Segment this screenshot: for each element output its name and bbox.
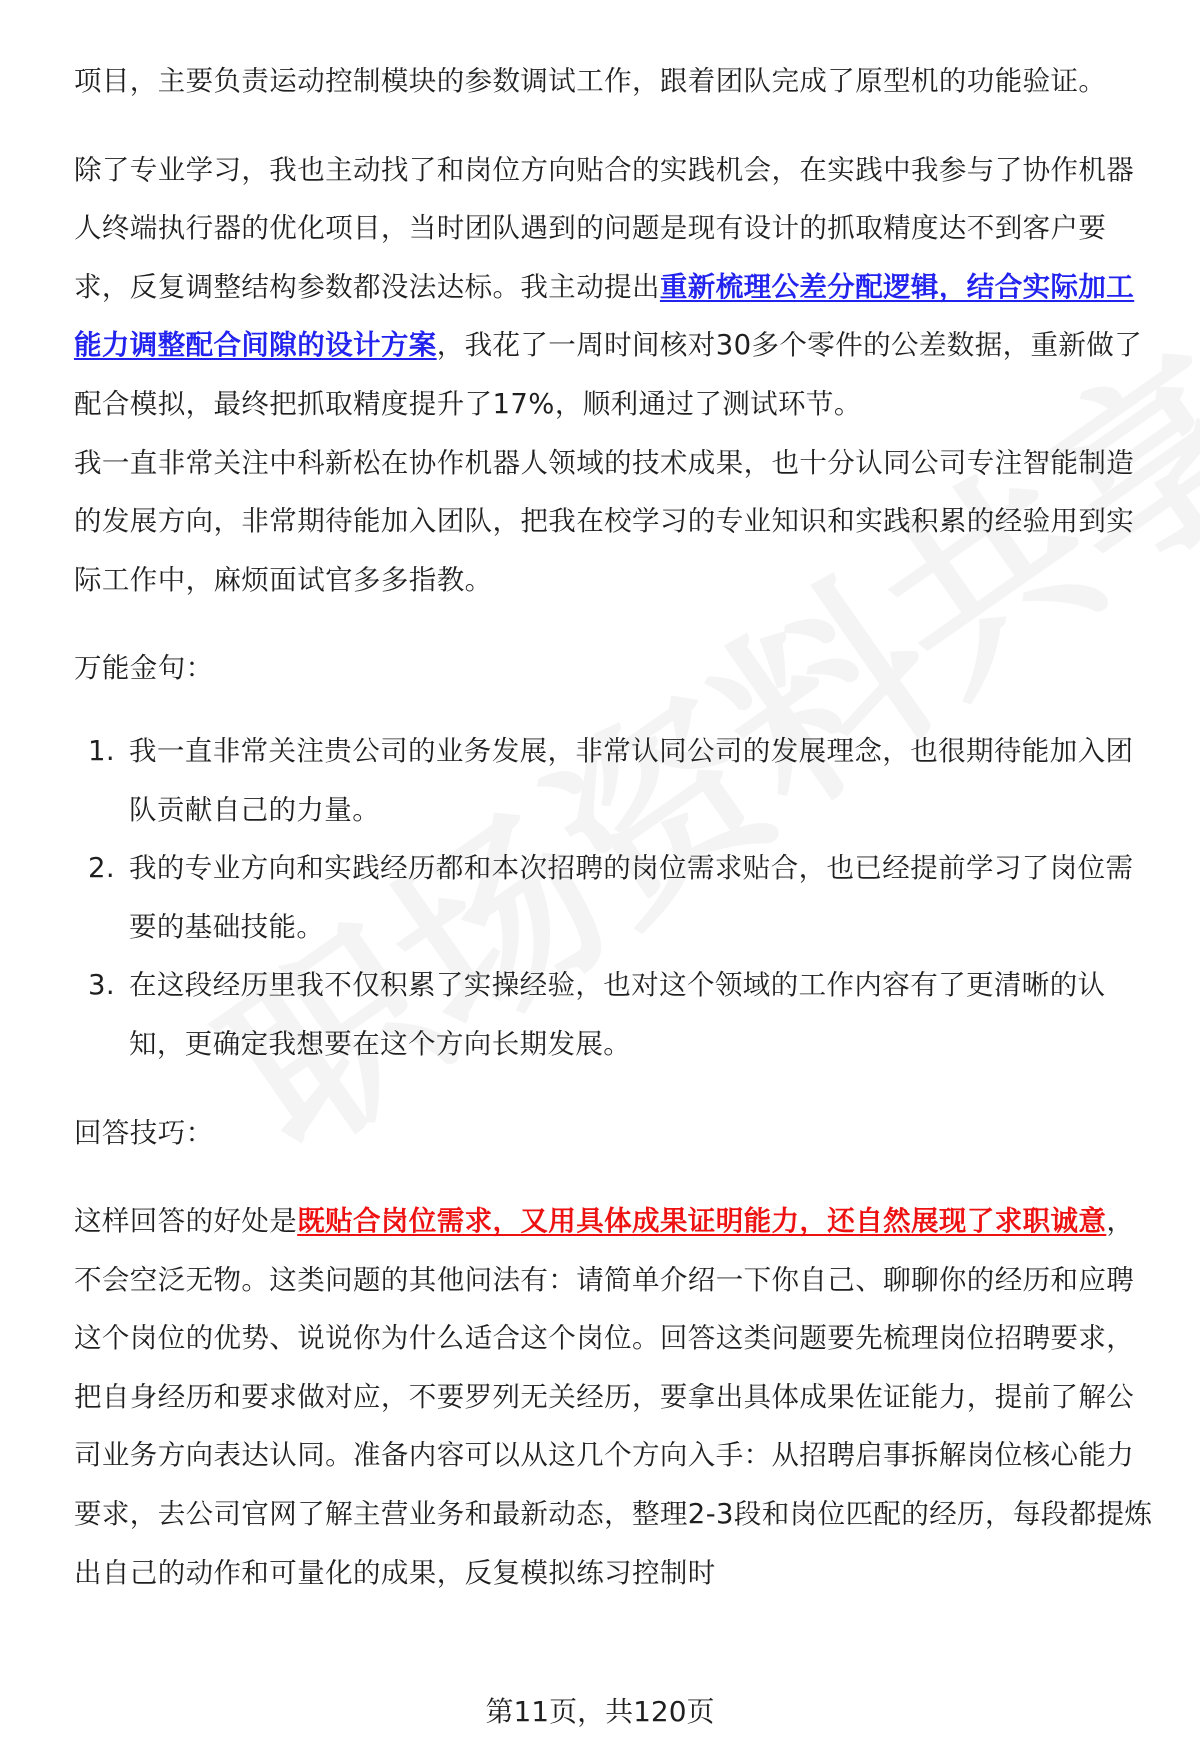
list-text: 在这段经历里我不仅积累了实操经验，也对这个领域的工作内容有了更清晰的认知，更确定我想要在这个方向长期发展。 — [129, 969, 1106, 1060]
list-item — [74, 839, 1154, 956]
tips-text-before: 这样回答的好处是 — [74, 1205, 298, 1238]
practice-text-after: ，我花了一周时间核对30多个零件的公差数据，重新做了配合模拟，最终把抓取精度提升了17%，顺利通过了测试环节。 — [74, 329, 1143, 420]
list-item — [74, 956, 1154, 1073]
golden-sentences-list — [74, 722, 1154, 1074]
paragraph-tips — [74, 1192, 1154, 1602]
list-number: 2. — [88, 852, 116, 885]
page-number: 第11页，共120页 — [485, 1695, 715, 1728]
tips-highlight: 既贴合岗位需求，又用具体成果证明能力，还自然展现了求职诚意 — [297, 1205, 1107, 1238]
tips-text-after: ，不会空泛无物。这类问题的其他问法有：请简单介绍一下你自己、聊聊你的经历和应聘这个岗位的优势、说说你为什么适合这个岗位。回答这类问题要先梳理岗位招聘要求，把自身经历和要求做对应，不要罗列无关经历，要拿出具体成果佐证能力，提前了解公司业务方向表达认同。准备内容可以从这几个方向入手：从招聘启事拆解岗位核心能力要求，去公司官网了解主营业务和最新动态，整理2-3段和岗位匹配的经历，每段都提炼出自己的动作和可量化的成果，反复模拟练习控制时 — [74, 1205, 1153, 1589]
list-number: 1. — [88, 734, 116, 767]
paragraph-practice — [74, 141, 1154, 434]
practice-highlight: 重新梳理公差分配逻辑，结合实际加工能力调整配合间隙的设计方案 — [74, 270, 1135, 362]
list-text: 我一直非常关注贵公司的业务发展，非常认同公司的发展理念，也很期待能加入团队贡献自己的力量。 — [129, 734, 1134, 826]
practice-text-before: 除了专业学习，我也主动找了和岗位方向贴合的实践机会，在实践中我参与了协作机器人终端执行器的优化项目，当时团队遇到的问题是现有设计的抓取精度达不到客户要求，反复调整结构参数都没法达标。我主动提出 — [74, 153, 1135, 303]
paragraph-company-interest: 我一直非常关注中科新松在协作机器人领域的技术成果，也十分认同公司专注智能制造的发展方向，非常期待能加入团队，把我在校学习的专业知识和实践积累的经验用到实际工作中，麻烦面试官多多指教。 — [74, 446, 1135, 596]
paragraph-project: 项目，主要负责运动控制模块的参数调试工作，跟着团队完成了原型机的功能验证。 — [74, 65, 1107, 97]
list-text: 我的专业方向和实践经历都和本次招聘的岗位需求贴合，也已经提前学习了岗位需要的基础技能。 — [129, 852, 1134, 943]
answer-tips-heading: 回答技巧： — [74, 1116, 214, 1149]
list-number: 3. — [88, 969, 116, 1002]
document-body — [74, 52, 1154, 1602]
list-item — [74, 722, 1154, 839]
golden-sentences-heading: 万能金句： — [74, 652, 214, 685]
